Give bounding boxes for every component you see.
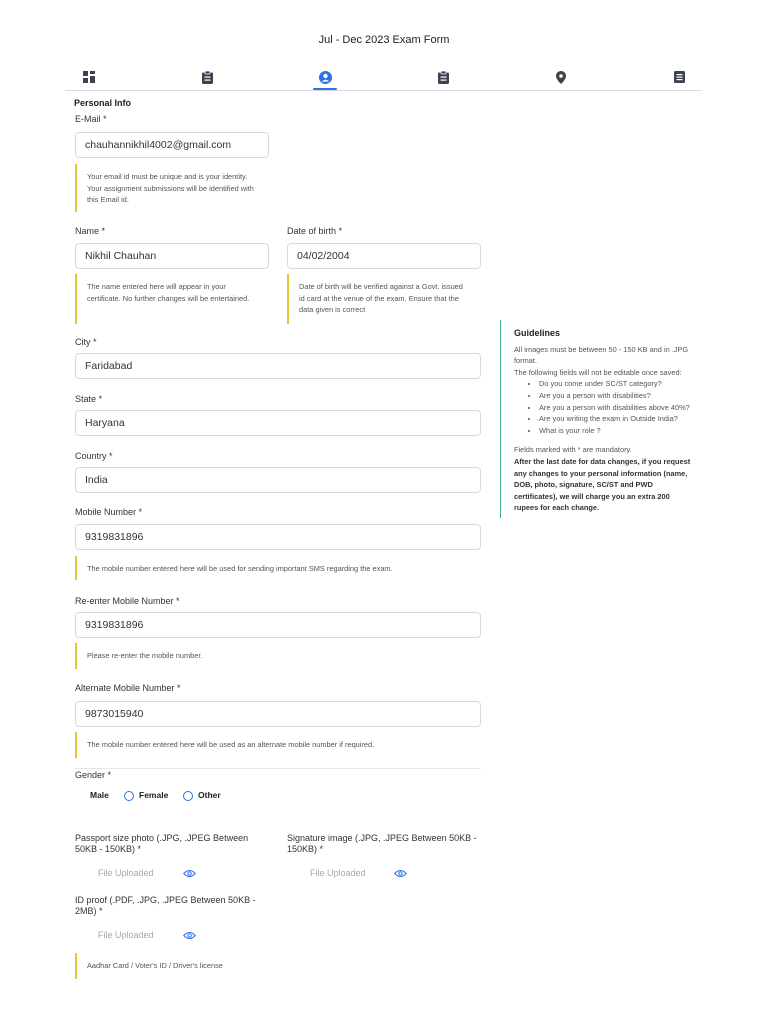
email-hint: Your email id must be unique and is your identity. Your assignment submissions will be identified with this Email id.	[75, 164, 265, 212]
eye-icon[interactable]	[183, 931, 196, 940]
state-input[interactable]: Haryana	[75, 410, 481, 436]
eye-icon[interactable]	[183, 869, 196, 878]
id-proof-label: ID proof (.PDF, .JPG, .JPEG Between 50KB - 2MB) *	[75, 895, 256, 916]
gender-radio-other[interactable]	[183, 791, 193, 801]
passport-photo-status: File Uploaded	[98, 868, 154, 878]
list-item: • Do you come under SC/ST category?	[539, 378, 694, 390]
tab-list[interactable]	[663, 66, 695, 88]
guidelines-list	[514, 378, 694, 436]
alt-mobile-label: Alternate Mobile Number *	[75, 683, 181, 693]
tab-personal-info[interactable]	[309, 66, 341, 88]
guidelines-intro-fields: The following fields will not be editable once saved:	[514, 367, 682, 377]
country-label: Country *	[75, 451, 113, 461]
email-input[interactable]: chauhannikhil4002@gmail.com	[75, 132, 269, 158]
name-input[interactable]: Nikhil Chauhan	[75, 243, 269, 269]
location-pin-icon	[556, 71, 566, 84]
id-proof-status: File Uploaded	[98, 930, 154, 940]
clipboard-icon	[438, 71, 449, 84]
list-item: • Are you a person with disabilities above 40%?	[539, 402, 694, 414]
city-label: City *	[75, 337, 97, 347]
eye-icon[interactable]	[394, 869, 407, 878]
dob-label: Date of birth *	[287, 226, 343, 236]
signature-status: File Uploaded	[310, 868, 366, 878]
user-circle-icon	[319, 71, 332, 84]
gender-label: Gender *	[75, 770, 112, 780]
gender-option-male[interactable]: Male	[90, 790, 109, 800]
passport-photo-label: Passport size photo (.JPG, .JPEG Between 50KB - 150KB) *	[75, 833, 249, 854]
page-title: Jul - Dec 2023 Exam Form	[318, 34, 450, 46]
tab-location[interactable]	[545, 66, 577, 88]
signature-label: Signature image (.JPG, .JPEG Between 50KB - 150KB) *	[287, 833, 477, 854]
mobile-reenter-hint: Please re-enter the mobile number.	[75, 643, 481, 669]
clipboard-icon	[202, 71, 213, 84]
section-title: Personal Info	[74, 98, 132, 108]
list-document-icon	[674, 71, 685, 83]
tab-clipboard-2[interactable]	[427, 66, 459, 88]
gender-radio-female[interactable]	[124, 791, 134, 801]
mobile-label: Mobile Number *	[75, 507, 143, 517]
country-input[interactable]: India	[75, 467, 481, 493]
mobile-hint: The mobile number entered here will be used for sending important SMS regarding the exam.	[75, 556, 481, 580]
state-label: State *	[75, 394, 103, 404]
dashboard-icon	[83, 71, 95, 83]
guidelines-title: Guidelines	[514, 328, 561, 338]
list-item: • Are you writing the exam in Outside India?	[539, 413, 694, 425]
tab-clipboard-1[interactable]	[191, 66, 223, 88]
gender-option-other[interactable]: Other	[198, 790, 221, 800]
name-label: Name *	[75, 226, 106, 236]
mobile-reenter-label: Re-enter Mobile Number *	[75, 596, 180, 606]
dob-hint: Date of birth will be verified against a Govt. issued id card at the venue of the exam. Ensure that the data given is correct	[287, 274, 477, 324]
dob-input[interactable]: 04/02/2004	[287, 243, 481, 269]
alt-mobile-input[interactable]: 9873015940	[75, 701, 481, 727]
tab-dashboard[interactable]	[73, 66, 105, 88]
gender-option-female[interactable]: Female	[139, 790, 169, 800]
city-input[interactable]: Faridabad	[75, 353, 481, 379]
name-hint: The name entered here will appear in your certificate. No further changes will be entertained.	[75, 274, 265, 324]
list-item: • What is your role ?	[539, 425, 694, 437]
mandatory-note: Fields marked with * are mandatory.	[514, 445, 632, 455]
mobile-input[interactable]: 9319831896	[75, 524, 481, 550]
id-proof-hint: Aadhar Card / Voter's ID / Driver's license	[75, 953, 325, 979]
list-item: • Are you a person with disabilities?	[539, 390, 694, 402]
mobile-reenter-input[interactable]: 9319831896	[75, 612, 481, 638]
email-label: E-Mail *	[75, 114, 107, 124]
data-change-warning: After the last date for data changes, if you request any changes to your personal information (name, DOB, photo, signature, SC/ST and PWD certificates), we will charge you an extra 200 rupees for each change.	[514, 456, 691, 513]
step-tabs	[65, 66, 702, 91]
alt-mobile-hint: The mobile number entered here will be used as an alternate mobile number if required.	[75, 732, 481, 758]
divider	[75, 768, 481, 769]
guidelines-intro-images: All images must be between 50 - 150 KB and in .JPG format.	[514, 344, 689, 366]
guidelines-panel	[500, 320, 694, 518]
